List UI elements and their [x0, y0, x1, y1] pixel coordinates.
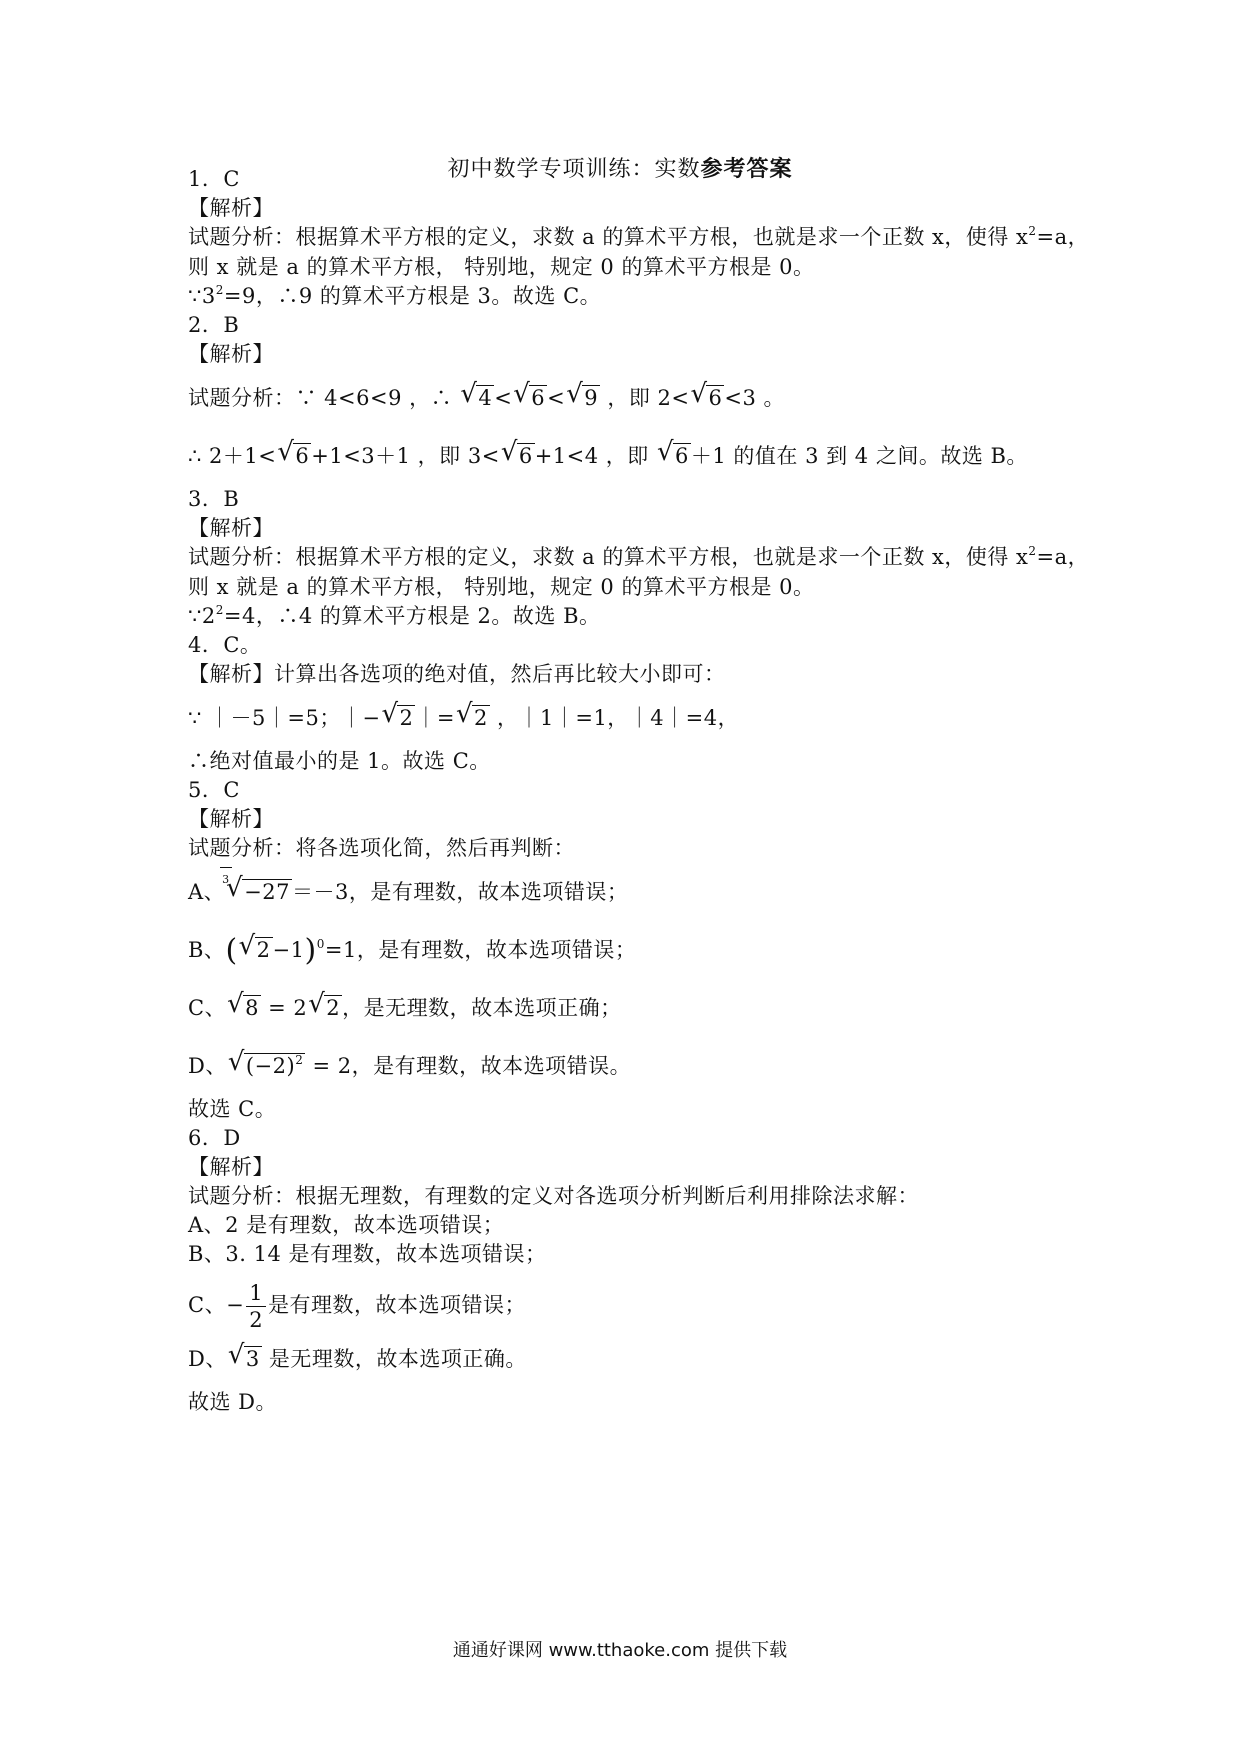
- fraction: $\frac{1}{2}$: [246, 1280, 266, 1333]
- text-line: 则 x 就是 a 的算术平方根， 特别地，规定 0 的算术平方根是 0。: [188, 255, 815, 279]
- text-line: 试题分析：将各选项化简，然后再判断：: [188, 836, 575, 860]
- page-footer: 通通好课网 www.tthaoke.com 提供下载: [452, 1640, 788, 1661]
- text-line: 试题分析：根据无理数，有理数的定义对各选项分析判断后利用排除法求解：: [188, 1184, 919, 1208]
- option-b-line: B、(√ 2−1)$^0$=1，是有理数，故本选项错误；: [188, 935, 636, 968]
- text-line: 故选 C。: [188, 1097, 277, 1121]
- option-d-line: D、√ 3 是无理数，故本选项正确。: [188, 1344, 527, 1374]
- math-line: ∴ 2＋1<√ 6+1<3＋1 ，即 3<√ 6+1<4 ，即 √ 6＋1 的值在 3 到 4 之间。故选 B。: [188, 441, 1028, 471]
- option-c-line: C、− $\frac{1}{2}$ 是有理数，故本选项错误；: [188, 1281, 527, 1332]
- title-bold: 参考答案: [700, 156, 793, 182]
- answer-6-label: 6．D: [188, 1126, 241, 1150]
- math-line: 试题分析：∵ 4<6<9 ，∴ √ 4<√ 6<√ 9 ，即 2<√ 6<3 。: [188, 383, 785, 413]
- analysis-label: 【解析】: [188, 1155, 274, 1179]
- analysis-label: 【解析】: [188, 516, 274, 540]
- analysis-label: 【解析】: [188, 807, 274, 831]
- option-a-line: A、 √ 3 −27＝－3，是有理数，故本选项错误；: [188, 877, 628, 907]
- answer-2-label: 2．B: [188, 313, 240, 337]
- text-line: $\because 2^2=4$，∴4 的算术平方根是 2。故选 B。: [188, 603, 601, 628]
- answer-5-label: 5．C: [188, 778, 240, 802]
- page-title: 初中数学专项训练：实数参考答案: [447, 156, 793, 182]
- text-line: 试题分析：根据算术平方根的定义，求数 a 的算术平方根，也就是求一个正数 x，使得 $x^2=a$，: [188, 544, 1090, 569]
- text-line: 故选 D。: [188, 1390, 278, 1414]
- analysis-label: 【解析】: [188, 196, 274, 220]
- text-line: 则 x 就是 a 的算术平方根， 特别地，规定 0 的算术平方根是 0。: [188, 575, 815, 599]
- option-d-line: D、√ $(-2)^2 = 2$，是有理数，故本选项错误。: [188, 1051, 631, 1081]
- answer-3-label: 3．B: [188, 487, 240, 511]
- answer-1-label: 1．C: [188, 167, 240, 191]
- math-line: ∵ ｜－5｜=5；｜−√ 2｜=√ 2 ，｜1｜=1，｜4｜=4，: [188, 703, 739, 733]
- analysis-label: 【解析】: [188, 342, 274, 366]
- text-line: ∴绝对值最小的是 1。故选 C。: [188, 749, 491, 773]
- analysis-line: 【解析】计算出各选项的绝对值，然后再比较大小即可：: [188, 662, 726, 686]
- text-line: B、3. 14 是有理数，故本选项错误；: [188, 1242, 547, 1266]
- answer-4-label: 4．C。: [188, 633, 262, 657]
- option-c-line: C、√ 8 = 2√ 2，是无理数，故本选项正确；: [188, 993, 622, 1023]
- text-line: 试题分析：根据算术平方根的定义，求数 a 的算术平方根，也就是求一个正数 x，使得 $x^2=a$，: [188, 224, 1090, 249]
- text-line: $\because 3^2=9$，∴9 的算术平方根是 3。故选 C。: [188, 283, 602, 308]
- text-line: A、2 是有理数，故本选项错误；: [188, 1213, 505, 1237]
